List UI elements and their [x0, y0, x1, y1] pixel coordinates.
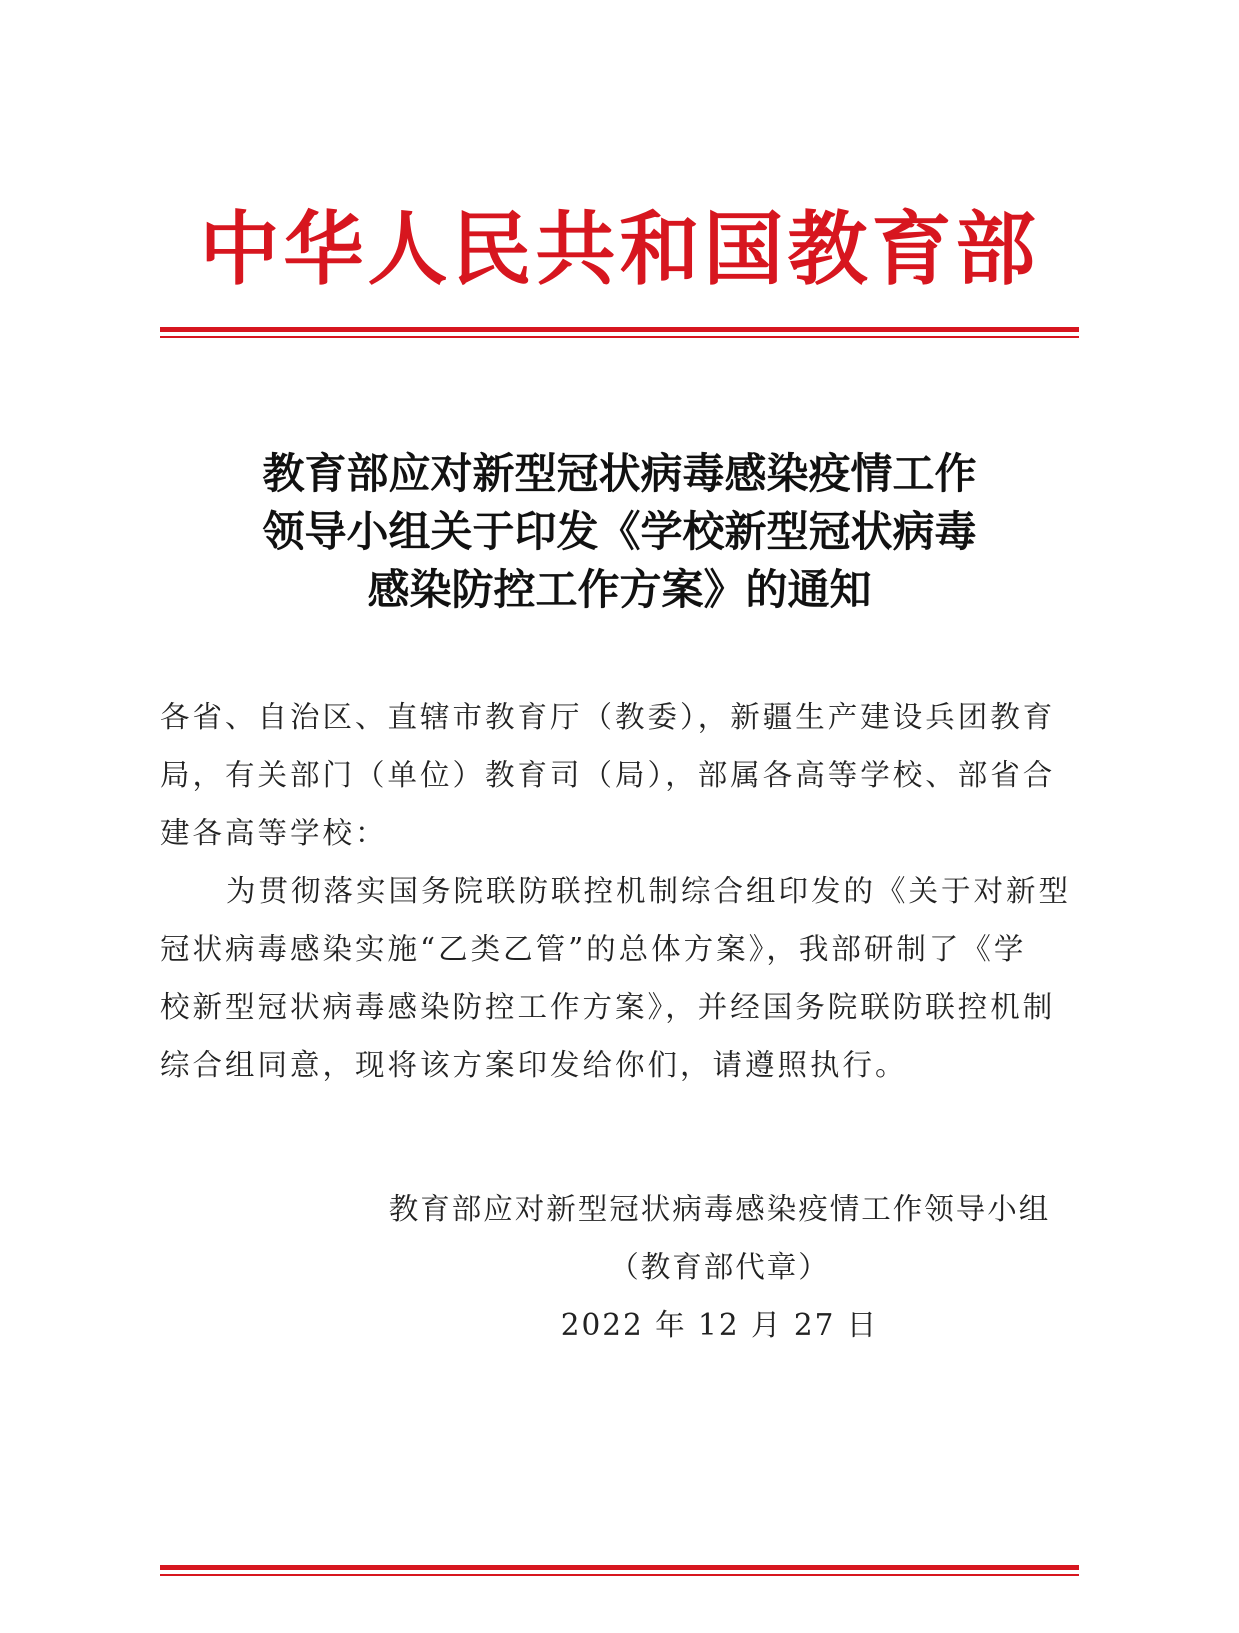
signature-issuer: 教育部应对新型冠状病毒感染疫情工作领导小组 [388, 1192, 1051, 1226]
addressee-line: 各省、自治区、直辖市教育厅（教委），新疆生产建设兵团教育 [160, 700, 1056, 734]
signature-date: 2022 年 12 月 27 日 [560, 1308, 879, 1342]
body-line: 校新型冠状病毒感染防控工作方案》，并经国务院联防联控机制 [160, 990, 1056, 1024]
title-line: 教育部应对新型冠状病毒感染疫情工作 [262, 449, 977, 498]
title-line: 领导小组关于印发《学校新型冠状病毒 [262, 507, 977, 556]
addressee-block [160, 688, 1079, 862]
divider-thin-line [160, 336, 1079, 338]
document-title [160, 445, 1079, 619]
title-line: 感染防控工作方案》的通知 [367, 565, 872, 614]
footer-divider [160, 1565, 1079, 1576]
body-line: 综合组同意，现将该方案印发给你们，请遵照执行。 [160, 1048, 908, 1082]
addressee-line: 局，有关部门（单位）教育司（局），部属各高等学校、部省合 [160, 758, 1056, 792]
masthead-title: 中华人民共和国教育部 [199, 203, 1040, 296]
addressee-line: 建各高等学校： [160, 816, 388, 850]
body-line: 为贯彻落实国务院联防联控机制综合组印发的《关于对新型 [226, 874, 1072, 908]
body-line: 冠状病毒感染实施“乙类乙管”的总体方案》，我部研制了《学 [160, 932, 1027, 966]
divider-thin-line [160, 1574, 1079, 1576]
masthead-divider [160, 327, 1079, 338]
signature-seal-note: （教育部代章） [609, 1250, 830, 1284]
body-paragraph [160, 862, 1079, 1094]
signature-block [360, 1180, 1079, 1354]
